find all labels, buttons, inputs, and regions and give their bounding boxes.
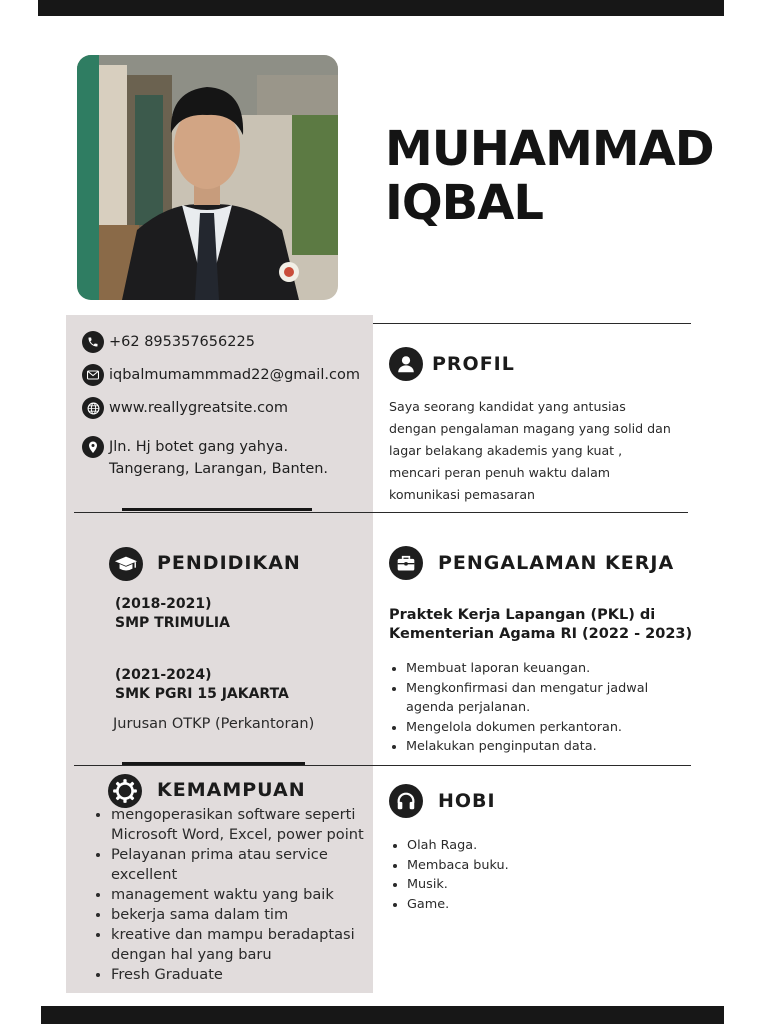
hobby-list <box>389 836 607 914</box>
divider-top-right <box>373 323 691 324</box>
contact-website <box>82 397 288 419</box>
location-pin-icon <box>82 436 104 458</box>
address-text <box>109 436 328 480</box>
experience-item: • Membuat laporan keuangan. <box>406 659 706 679</box>
experience-item: • Melakukan penginputan data. <box>406 737 706 757</box>
hobby-item: • Olah Raga. <box>407 836 607 856</box>
profil-line: lagar belakang akademis yang kuat , <box>389 443 623 458</box>
profil-line: dengan pengalaman magang yang solid dan <box>389 421 671 436</box>
job-line-2: Kementerian Agama RI (2022 - 2023) <box>389 626 693 642</box>
briefcase-icon <box>389 546 423 580</box>
contact-address <box>82 436 328 480</box>
pengalaman-title: PENGALAMAN KERJA <box>438 552 675 574</box>
user-icon <box>389 347 423 381</box>
profil-line: mencari peran penuh waktu dalam <box>389 465 611 480</box>
address-line-2: Tangerang, Larangan, Banten. <box>109 461 329 477</box>
edu-note-2: Jurusan OTKP (Perkantoran) <box>113 716 315 732</box>
bottom-bar <box>41 1006 724 1024</box>
website-text: www.reallygreatsite.com <box>109 400 289 416</box>
globe-icon <box>82 397 104 419</box>
experience-item: • Mengkonfirmasi dan mengatur jadwal agenda perjalanan. <box>406 679 666 718</box>
headphones-icon <box>389 784 423 818</box>
profil-line: Saya seorang kandidat yang antusias <box>389 399 626 414</box>
top-bar <box>38 0 724 16</box>
job-title <box>389 606 699 644</box>
skill-item: • mengoperasikan software seperti Microsoft Word, Excel, power point <box>111 805 396 845</box>
divider-accent-2 <box>122 762 305 765</box>
skill-item: • bekerja sama dalam tim <box>111 905 396 925</box>
address-line-1: Jln. Hj botet gang yahya. <box>109 439 289 455</box>
edu-school-2: SMK PGRI 15 JAKARTA <box>115 686 289 702</box>
profile-photo <box>77 55 338 300</box>
kemampuan-title: KEMAMPUAN <box>157 779 306 801</box>
name-line-2: IQBAL <box>385 175 543 231</box>
contact-email <box>82 364 360 386</box>
name-line-1: MUHAMMAD <box>385 121 714 177</box>
divider-accent-1 <box>122 508 312 511</box>
email-icon <box>82 364 104 386</box>
skill-item: • Fresh Graduate <box>111 965 396 985</box>
edu-years-2: (2021-2024) <box>115 667 212 683</box>
pendidikan-title: PENDIDIKAN <box>157 552 301 574</box>
candidate-name <box>385 122 714 230</box>
contact-phone <box>82 331 255 353</box>
hobby-item: • Game. <box>407 895 607 915</box>
profil-line: komunikasi pemasaran <box>389 487 536 502</box>
hobby-item: • Musik. <box>407 875 607 895</box>
graduation-cap-icon <box>109 547 143 581</box>
divider-lower <box>74 765 691 766</box>
profil-paragraph <box>389 396 689 506</box>
hobi-title: HOBI <box>438 790 496 812</box>
edu-school-1: SMP TRIMULIA <box>115 615 230 631</box>
gear-icon <box>108 774 142 808</box>
phone-icon <box>82 331 104 353</box>
skill-item: • management waktu yang baik <box>111 885 396 905</box>
job-line-1: Praktek Kerja Lapangan (PKL) di <box>389 607 656 623</box>
skill-item: • Pelayanan prima atau service excellent <box>111 845 396 885</box>
hobby-item: • Membaca buku. <box>407 856 607 876</box>
email-text: iqbalmumammmad22@gmail.com <box>109 367 360 383</box>
profil-title: PROFIL <box>432 353 515 375</box>
divider-middle <box>74 512 688 513</box>
skill-item: • kreative dan mampu beradaptasi dengan hal yang baru <box>111 925 396 965</box>
experience-list <box>388 659 706 757</box>
skills-list <box>93 805 396 985</box>
edu-years-1: (2018-2021) <box>115 596 212 612</box>
phone-text: +62 895357656225 <box>109 334 255 350</box>
experience-item: • Mengelola dokumen perkantoran. <box>406 718 706 738</box>
